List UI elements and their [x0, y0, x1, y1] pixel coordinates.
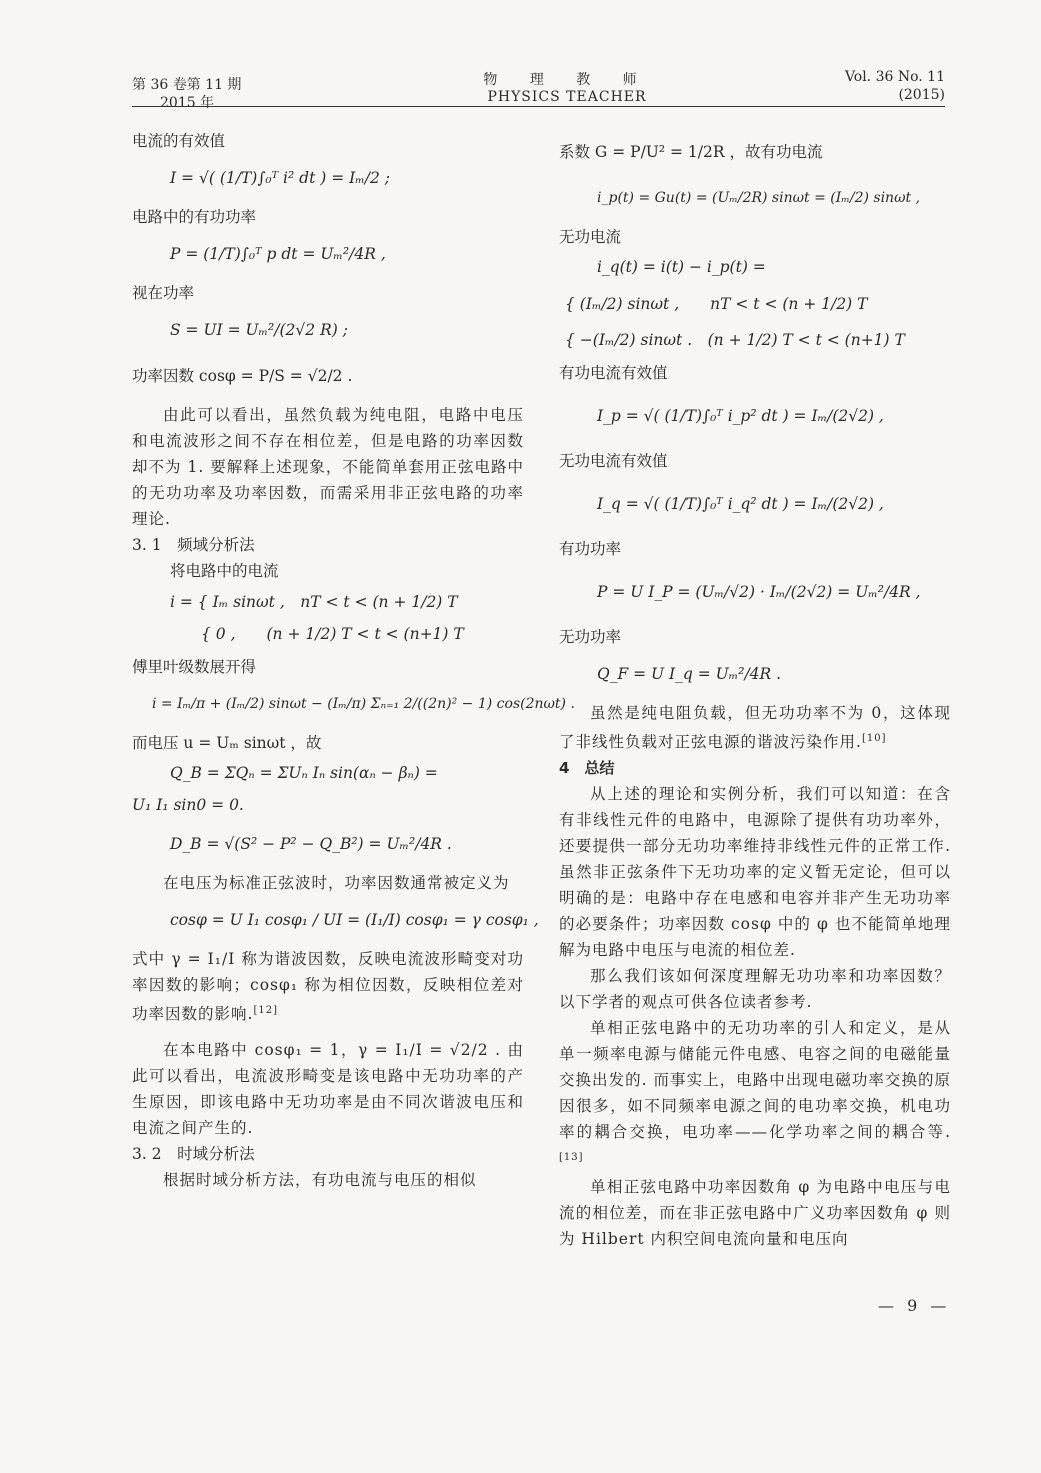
equation: P = U I_P = (Uₘ/√2) · Iₘ/(2√2) = Uₘ²/4R , — [597, 583, 921, 601]
citation: [12] — [253, 1005, 278, 1016]
text-line: 无功电流有效值 — [559, 452, 668, 470]
citation: [13] — [559, 1152, 584, 1164]
text-line: 电流的有效值 — [132, 132, 226, 150]
paragraph — [132, 946, 524, 1027]
equation-piecewise-b: { 0 , (n + 1/2) T < t < (n+1) T — [170, 625, 464, 643]
header-volume: 第 36 卷第 11 期 — [132, 77, 242, 93]
paragraph-text: 式中 γ = I₁/I 称为谐波因数，反映电流波形畸变对功率因数的影响；cosφ₁ 称为相位因数，反映相位差对功率因数的影响. — [132, 950, 524, 1024]
text-line: 电路中的有功功率 — [132, 208, 257, 226]
header-vol-en — [845, 68, 945, 104]
paragraph-text: 虽然是纯电阻负载，但无功功率不为 0，这体现了非线性负载对正弦电源的谐波污染作用. — [559, 704, 951, 752]
equation: 功率因数 cosφ = P/S = √2/2 . — [132, 367, 353, 385]
text-line: 而电压 u = Uₘ sinωt ，故 — [132, 734, 322, 752]
paragraph: 由此可以看出，虽然负载为纯电阻，电路中电压和电流波形之间不存在相位差，但是电路的功率因数却不为 1. 要解释上述现象，不能简单套用正弦电路中的无功功率及功率因数，而需采用非正弦电路的功率理论. — [132, 406, 524, 528]
paragraph — [559, 1015, 951, 1174]
paragraph: 从上述的理论和实例分析，我们可以知道：在含有非线性元件的电路中，电源除了提供有功功率外，还要提供一部分无功功率维持非线性元件的正常工作. 虽然非正弦条件下无功功率的定义暂无定论，但可以明确的是：电路中存在电感和电容并非产生无功功率的必要条件；功率因数 cosφ 中的 φ 也不能简单地理解为电路中电压与电流的相位差. — [559, 785, 951, 960]
text-line: 有功功率 — [559, 540, 622, 558]
journal-title-cn: 物 理 教 师 — [483, 72, 651, 88]
text-line: 无功电流 — [559, 228, 622, 246]
header-vol-year: (2015) — [898, 87, 945, 103]
section-heading: 4 总结 — [559, 759, 615, 778]
paragraph: 那么我们该如何深度理解无功功率和功率因数？以下学者的观点可供各位读者参考. — [559, 967, 951, 1012]
equation: P = (1/T)∫₀ᵀ p dt = Uₘ²/4R , — [170, 245, 386, 263]
header-rule — [132, 106, 945, 107]
equation: U₁ I₁ sin0 = 0. — [132, 796, 244, 814]
paragraph: 在电压为标准正弦波时，功率因数通常被定义为 — [163, 874, 510, 892]
citation: [10] — [861, 733, 887, 744]
text-line: 视在功率 — [132, 284, 195, 302]
text-line: 将电路中的电流 — [170, 562, 279, 580]
text-line: 有功电流有效值 — [559, 364, 668, 382]
equation: i = Iₘ/π + (Iₘ/2) sinωt − (Iₘ/π) Σₙ₌₁ 2/((2n)² − 1) cos(2nωt) . — [152, 696, 575, 712]
paragraph: 根据时域分析方法，有功电流与电压的相似 — [163, 1171, 477, 1190]
equation: Q_B = ΣQₙ = ΣUₙ Iₙ sin(αₙ − βₙ) = — [170, 764, 438, 782]
equation-piecewise-a: { (Iₘ/2) sinωt , nT < t < (n + 1/2) T — [565, 295, 868, 313]
equation: i_q(t) = i(t) − i_p(t) = — [597, 258, 766, 276]
journal-title — [442, 72, 692, 106]
equation: 系数 G = P/U² = 1/2R ，故有功电流 — [559, 143, 823, 161]
equation: I_q = √( (1/T)∫₀ᵀ i_q² dt ) = Iₘ/(2√2) , — [597, 495, 884, 513]
equation: I = √( (1/T)∫₀ᵀ i² dt ) = Iₘ/2 ; — [170, 169, 390, 187]
equation: cosφ = U I₁ cosφ₁ / UI = (I₁/I) cosφ₁ = γ cosφ₁ , — [170, 911, 539, 929]
journal-title-en: PHYSICS TEACHER — [487, 89, 647, 105]
page-header — [132, 64, 945, 111]
paragraph — [559, 700, 951, 755]
paragraph: 单相正弦电路中功率因数角 φ 为电路中电压与电流的相位差，而在非正弦电路中广义功率因数角 φ 则为 Hilbert 内积空间电流向量和电压向 — [559, 1178, 951, 1249]
equation-piecewise-a: i = { Iₘ sinωt , nT < t < (n + 1/2) T — [170, 593, 458, 611]
equation: D_B = √(S² − P² − Q_B²) = Uₘ²/4R . — [170, 835, 452, 853]
page-number: — 9 — — [878, 1296, 951, 1315]
paragraph-text: 单相正弦电路中的无功功率的引人和定义，是从单一频率电源与储能元件电感、电容之间的电磁能量交换出发的. 而事实上，电路中出现电磁功率交换的原因很多，如不同频率电源之间的电功率交换，机电功率的耦合交换，电功率——化学功率之间的耦合等. — [559, 1019, 951, 1142]
header-year: 2015 年 — [160, 95, 215, 111]
equation: i_p(t) = Gu(t) = (Uₘ/2R) sinωt = (Iₘ/2) sinωt , — [597, 190, 921, 206]
equation-piecewise-b: { −(Iₘ/2) sinωt . (n + 1/2) T < t < (n+1) T — [565, 331, 905, 349]
equation: Q_F = U I_q = Uₘ²/4R . — [597, 665, 782, 683]
paragraph: 在本电路中 cosφ₁ = 1，γ = I₁/I = √2/2 . 由此可以看出，电流波形畸变是该电路中无功功率的产生原因，即该电路中无功功率是由不同次谐波电压和电流之间产生的. — [132, 1041, 524, 1138]
right-column — [559, 128, 951, 1252]
text-line: 无功功率 — [559, 628, 622, 646]
section-heading: 3. 1 频域分析法 — [132, 536, 255, 554]
section-heading: 3. 2 时域分析法 — [132, 1145, 255, 1164]
equation: I_p = √( (1/T)∫₀ᵀ i_p² dt ) = Iₘ/(2√2) , — [597, 407, 884, 425]
text-line: 傅里叶级数展开得 — [132, 658, 257, 676]
equation: S = UI = Uₘ²/(2√2 R) ; — [170, 321, 348, 339]
header-vol-no: Vol. 36 No. 11 — [844, 69, 945, 85]
